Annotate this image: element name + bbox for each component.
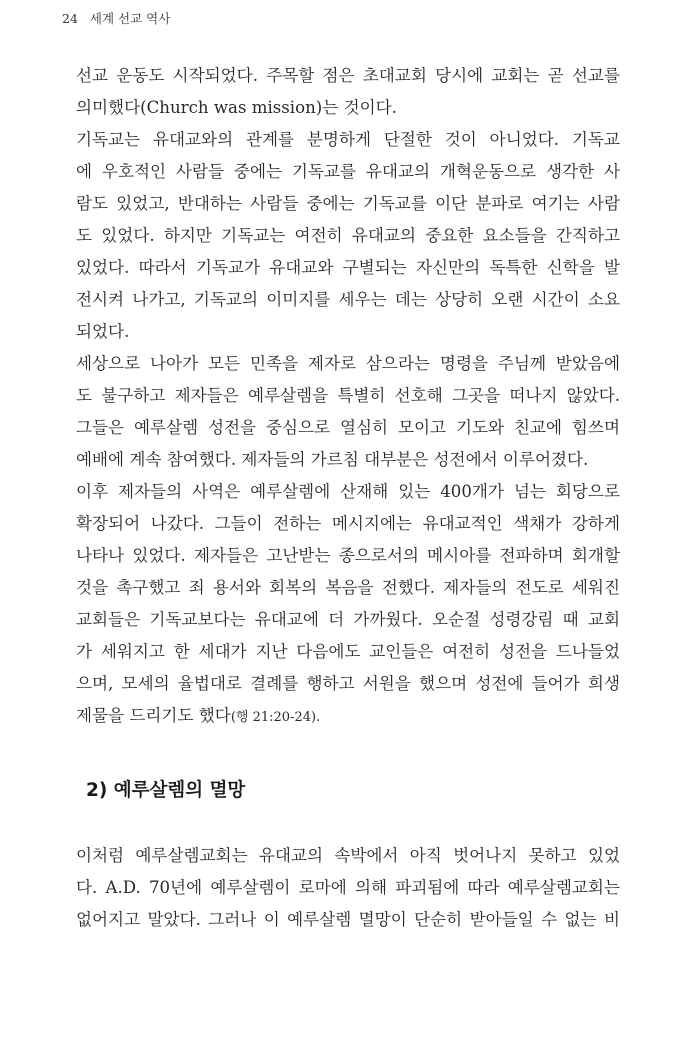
text-line: 그들은 예루살렘 성전을 중심으로 열심히 모이고 기도와 친교에 힘쓰며	[76, 418, 620, 437]
text-line: 가 세워지고 한 세대가 지난 다음에도 교인들은 여전히 성전을 드나들었	[76, 642, 620, 661]
text-line	[76, 700, 620, 732]
text-line: 도 불구하고 제자들은 예루살렘을 특별히 선호해 그곳을 떠나지 않았다.	[76, 386, 620, 405]
paragraph	[76, 348, 620, 476]
paragraph	[76, 124, 620, 348]
text-line: 교회들은 기독교보다는 유대교에 더 가까웠다. 오순절 성령강림 때 교회	[76, 610, 620, 629]
text-line: 도 있었다. 하지만 기독교는 여전히 유대교의 중요한 요소들을 간직하고	[76, 226, 620, 245]
text-line: 다. A.D. 70년에 예루살렘이 로마에 의해 파괴됨에 따라 예루살렘교회는	[76, 878, 620, 897]
text-line: 의미했다(Church was mission)는 것이다.	[76, 98, 397, 117]
paragraph	[76, 840, 620, 936]
running-title: 세계 선교 역사	[89, 11, 171, 26]
text-line: 이후 제자들의 사역은 예루살렘에 산재해 있는 400개가 넘는 회당으로	[76, 482, 620, 501]
body-text-continued	[76, 840, 620, 936]
text-line: 확장되어 나갔다. 그들이 전하는 메시지에는 유대교적인 색채가 강하게	[76, 514, 620, 533]
text-line: 기독교는 유대교와의 관계를 분명하게 단절한 것이 아니었다. 기독교	[76, 130, 620, 149]
section-heading: 2) 예루살렘의 멸망	[86, 780, 246, 801]
text-line: 있었다. 따라서 기독교가 유대교와 구별되는 자신만의 독특한 신학을 발	[76, 258, 620, 277]
paragraph	[76, 60, 620, 124]
scripture-reference: (행 21:20-24).	[230, 710, 321, 725]
text-line-main: 제물을 드리기도 했다	[76, 706, 231, 725]
paragraph	[76, 476, 620, 732]
text-line: 없어지고 말았다. 그러나 이 예루살렘 멸망이 단순히 받아들일 수 없는 비	[76, 910, 620, 929]
text-line: 세상으로 나아가 모든 민족을 제자로 삼으라는 명령을 주님께 받았음에	[76, 354, 620, 373]
text-line: 나타나 있었다. 제자들은 고난받는 종으로서의 메시아를 전파하며 회개할	[76, 546, 620, 565]
text-line: 것을 촉구했고 죄 용서와 회복의 복음을 전했다. 제자들의 전도로 세워진	[76, 578, 620, 597]
running-header	[62, 9, 170, 27]
text-line: 선교 운동도 시작되었다. 주목할 점은 초대교회 당시에 교회는 곧 선교를	[76, 66, 620, 85]
text-line: 으며, 모세의 율법대로 결례를 행하고 서원을 했으며 성전에 들어가 희생	[76, 674, 620, 693]
text-line: 이처럼 예루살렘교회는 유대교의 속박에서 아직 벗어나지 못하고 있었	[76, 846, 620, 865]
body-text	[76, 60, 620, 732]
text-line: 되었다.	[76, 322, 130, 341]
text-line: 에 우호적인 사람들 중에는 기독교를 유대교의 개혁운동으로 생각한 사	[76, 162, 620, 181]
text-line: 예배에 계속 참여했다. 제자들의 가르침 대부분은 성전에서 이루어졌다.	[76, 450, 589, 469]
text-line: 전시켜 나가고, 기독교의 이미지를 세우는 데는 상당히 오랜 시간이 소요	[76, 290, 620, 309]
page-number: 24	[62, 11, 78, 26]
text-line: 람도 있었고, 반대하는 사람들 중에는 기독교를 이단 분파로 여기는 사람	[76, 194, 620, 213]
